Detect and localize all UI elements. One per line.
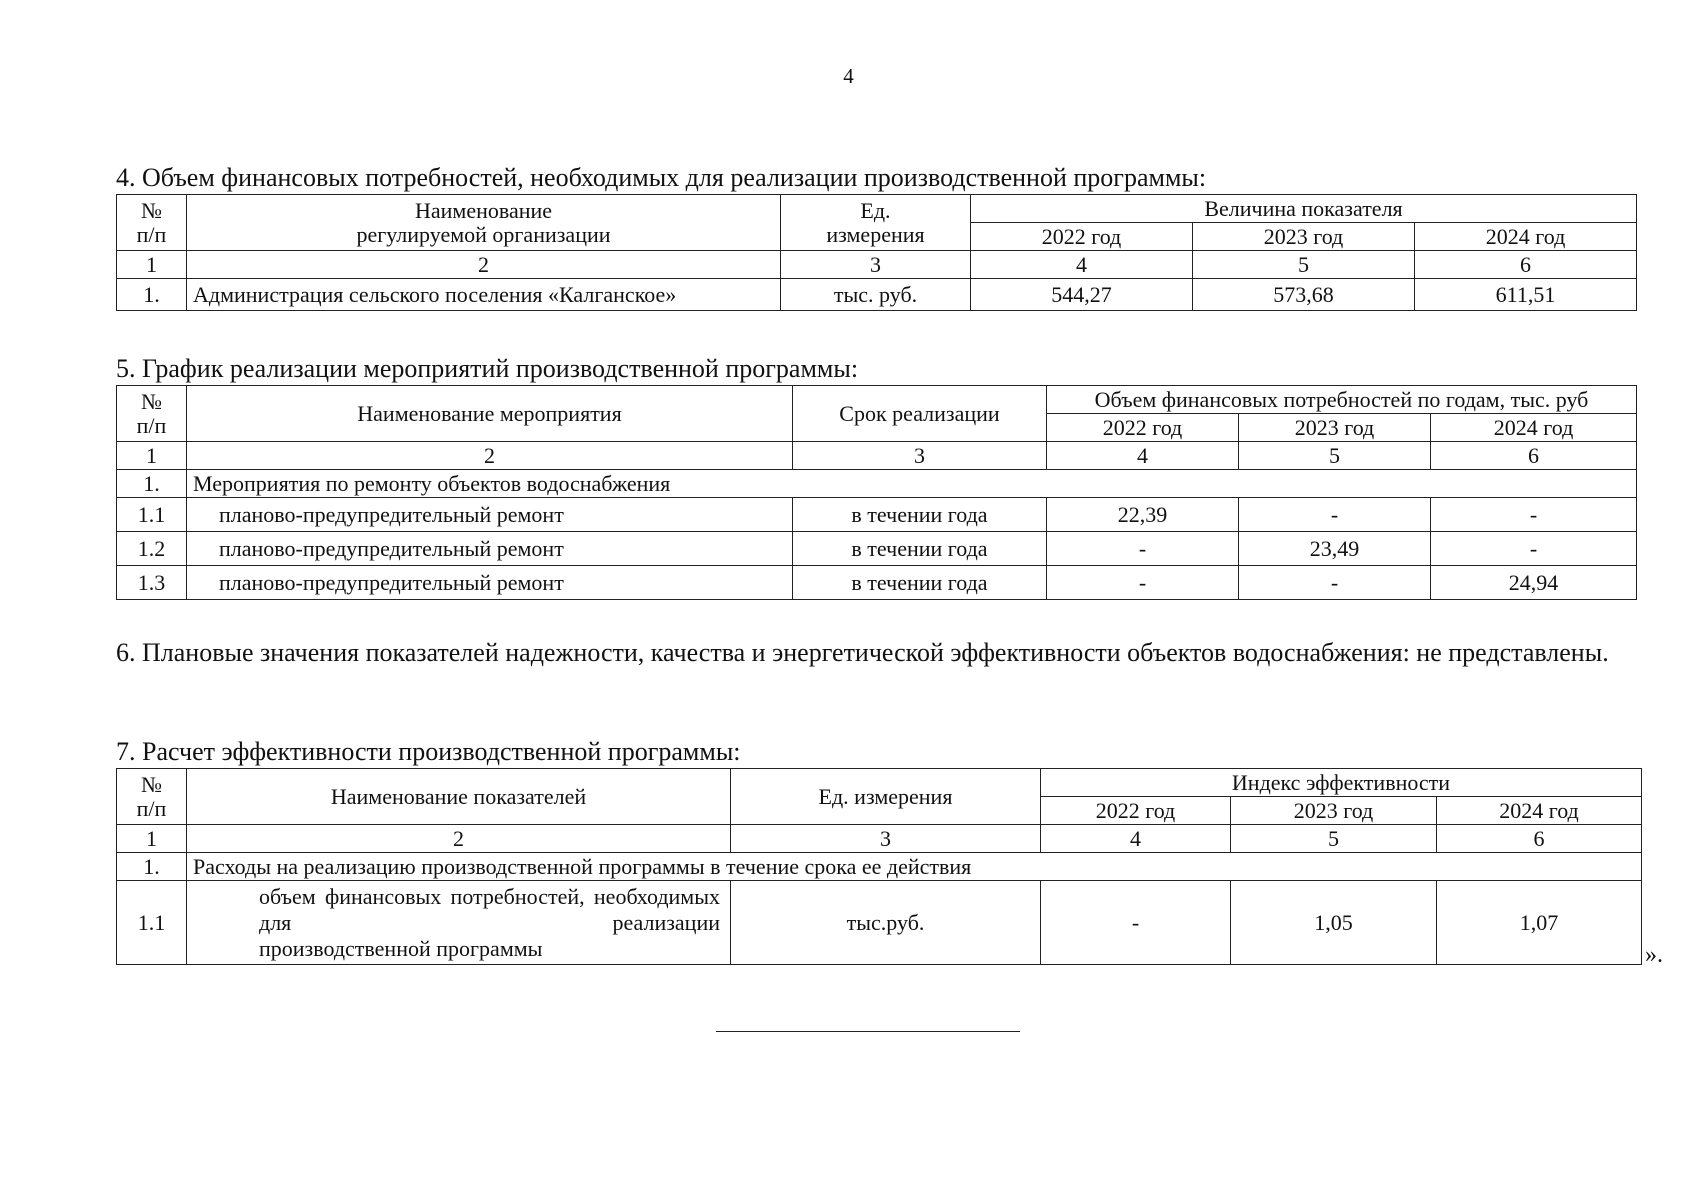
- header-term: Срок реализации: [793, 386, 1047, 442]
- page-number: 4: [843, 64, 854, 88]
- section-4-heading: 4. Объем финансовых потребностей, необходимых для реализации производственной программы:: [116, 163, 1207, 192]
- index-row: [117, 825, 1642, 853]
- index-cell: 4: [1041, 825, 1231, 853]
- row-num: 1.1: [117, 498, 187, 532]
- index-cell: 3: [781, 251, 971, 279]
- table-row: [117, 498, 1637, 532]
- index-cell: 5: [1193, 251, 1415, 279]
- index-cell: 4: [971, 251, 1193, 279]
- section-5: [116, 355, 1636, 600]
- table-row: [117, 279, 1637, 311]
- index-row: [117, 251, 1637, 279]
- row-num: 1.: [117, 279, 187, 311]
- indicator-name-line: объем финансовых потребностей, необходимых для реализации: [259, 883, 720, 935]
- group-title: Расходы на реализацию производственной программы в течение срока ее действия: [187, 853, 1642, 881]
- index-cell: 2: [187, 251, 781, 279]
- table-row: [117, 532, 1637, 566]
- index-row: [117, 442, 1637, 470]
- header-year: 2022 год: [1041, 797, 1231, 825]
- row-num: 1.1: [117, 881, 187, 965]
- header-year: 2022 год: [971, 223, 1193, 251]
- unit-cell: тыс.руб.: [731, 881, 1041, 965]
- header-org: Наименование регулируемой организации: [187, 195, 781, 251]
- header-num: № п/п: [117, 386, 187, 442]
- header-unit: Ед. измерения: [781, 195, 971, 251]
- efficiency-table: [116, 768, 1642, 965]
- index-cell: 6: [1415, 251, 1637, 279]
- section-7: [116, 738, 1636, 965]
- header-year: 2023 год: [1239, 414, 1431, 442]
- index-cell: 6: [1431, 442, 1637, 470]
- index-cell: 1: [117, 825, 187, 853]
- index-cell: 3: [731, 825, 1041, 853]
- index-cell: 1: [117, 251, 187, 279]
- index-cell: 3: [793, 442, 1047, 470]
- value-cell: -: [1041, 881, 1231, 965]
- header-name: Наименование показателей: [187, 769, 731, 825]
- value-cell: 573,68: [1193, 279, 1415, 311]
- value-cell: -: [1239, 498, 1431, 532]
- table-row: [117, 566, 1637, 600]
- header-year: 2022 год: [1047, 414, 1239, 442]
- activity-name: планово-предупредительный ремонт: [187, 532, 793, 566]
- footer-rule: [716, 1031, 1020, 1032]
- org-name: Администрация сельского поселения «Калганское»: [187, 279, 781, 311]
- activity-name: планово-предупредительный ремонт: [187, 498, 793, 532]
- row-num: 1.2: [117, 532, 187, 566]
- section-5-heading: 5. График реализации мероприятий производственной программы:: [116, 354, 859, 383]
- value-cell: 1,05: [1231, 881, 1437, 965]
- header-year: 2023 год: [1231, 797, 1437, 825]
- group-title: Мероприятия по ремонту объектов водоснабжения: [187, 470, 1637, 498]
- header-group: Индекс эффективности: [1041, 769, 1642, 797]
- financial-needs-table: [116, 194, 1637, 311]
- table-row: [117, 881, 1642, 965]
- unit-cell: тыс. руб.: [781, 279, 971, 311]
- index-cell: 2: [187, 442, 793, 470]
- indicator-name-line: производственной программы: [259, 935, 543, 961]
- section-6-paragraph: 6. Плановые значения показателей надежности, качества и энергетической эффективности объектов водоснабжения: не представлены.: [116, 638, 1609, 667]
- group-row: [117, 470, 1637, 498]
- header-group: Величина показателя: [971, 195, 1637, 223]
- value-cell: 544,27: [971, 279, 1193, 311]
- value-cell: -: [1431, 498, 1637, 532]
- activity-name: планово-предупредительный ремонт: [187, 566, 793, 600]
- term-cell: в течении года: [793, 532, 1047, 566]
- header-year: 2024 год: [1415, 223, 1637, 251]
- header-num: № п/п: [117, 769, 187, 825]
- header-num: № п/п: [117, 195, 187, 251]
- row-num: 1.3: [117, 566, 187, 600]
- section-7-heading: 7. Расчет эффективности производственной программы:: [116, 737, 741, 766]
- index-cell: 5: [1239, 442, 1431, 470]
- header-year: 2024 год: [1431, 414, 1637, 442]
- schedule-table: [116, 385, 1637, 600]
- index-cell: 2: [187, 825, 731, 853]
- value-cell: 24,94: [1431, 566, 1637, 600]
- row-num: 1.: [117, 470, 187, 498]
- group-row: [117, 853, 1642, 881]
- value-cell: 1,07: [1437, 881, 1642, 965]
- section-4: [116, 164, 1636, 311]
- value-cell: 23,49: [1239, 532, 1431, 566]
- term-cell: в течении года: [793, 498, 1047, 532]
- value-cell: 611,51: [1415, 279, 1637, 311]
- header-year: 2023 год: [1193, 223, 1415, 251]
- value-cell: -: [1047, 532, 1239, 566]
- header-name: Наименование мероприятия: [187, 386, 793, 442]
- value-cell: -: [1047, 566, 1239, 600]
- header-year: 2024 год: [1437, 797, 1642, 825]
- index-cell: 1: [117, 442, 187, 470]
- index-cell: 4: [1047, 442, 1239, 470]
- value-cell: 22,39: [1047, 498, 1239, 532]
- indicator-name: [187, 881, 731, 965]
- term-cell: в течении года: [793, 566, 1047, 600]
- header-group: Объем финансовых потребностей по годам, тыс. руб: [1047, 386, 1637, 414]
- value-cell: -: [1239, 566, 1431, 600]
- index-cell: 6: [1437, 825, 1642, 853]
- closing-quote-mark: ».: [1645, 942, 1663, 968]
- header-unit: Ед. измерения: [731, 769, 1041, 825]
- index-cell: 5: [1231, 825, 1437, 853]
- value-cell: -: [1431, 532, 1637, 566]
- row-num: 1.: [117, 853, 187, 881]
